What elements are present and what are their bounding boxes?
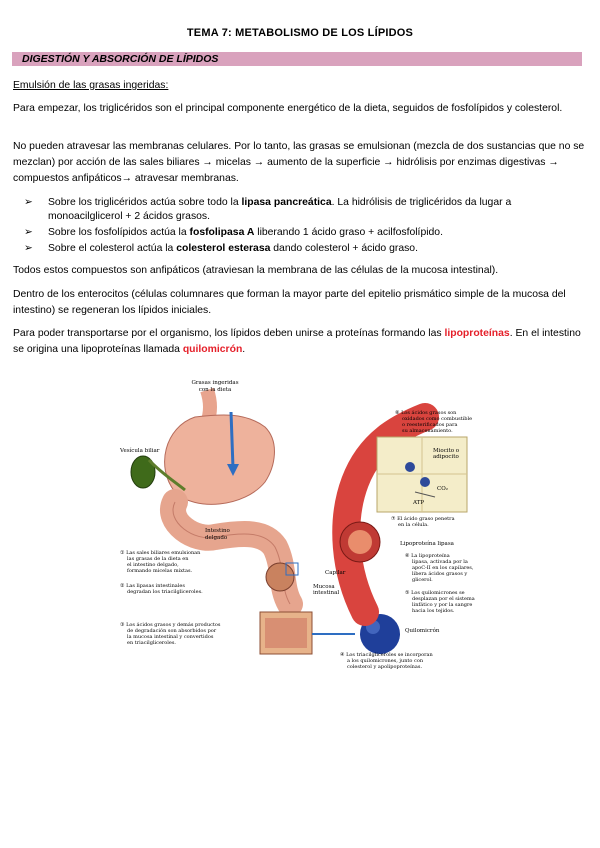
section-heading-text: DIGESTIÓN Y ABSORCIÓN DE LÍPIDOS	[22, 53, 219, 65]
arrow-bullet-icon: ➢	[24, 227, 33, 238]
fig-label-intestino-2: delgado	[205, 535, 228, 541]
fig-step-line: apoC-II en los capilares,	[412, 565, 474, 571]
fig-step-line: lipasa, activada por la	[412, 559, 468, 565]
fig-step-line: ⑥ La lipoproteína	[405, 553, 450, 559]
fig-label-vesicula: Vesícula biliar	[120, 448, 160, 454]
fig-step-1	[120, 550, 201, 574]
fig-label-mucosa: Mucosa	[313, 584, 335, 590]
bullet-text: . La hidrólisis de triglicéridos da lugar a monoacilglicerol + 2 ácidos grasos.	[48, 197, 512, 222]
bullet-bold: colesterol esterasa	[176, 243, 271, 254]
fig-step-line: oxidados como combustible	[402, 416, 473, 422]
section-heading	[12, 52, 582, 66]
fig-step-line: a los quilomicrones, junto con	[347, 658, 424, 664]
paragraph-4: Dentro de los enterocitos (células columnares que forman la mayor parte del epitelio prismático simple de la mucosa del intestino) se regeneran los lípidos iniciales.	[13, 289, 566, 316]
fig-step-7	[391, 515, 455, 528]
arrow-bullet-icon: ➢	[24, 243, 33, 254]
bullet-list	[24, 196, 584, 258]
fig-step-line: ④ Los triacilgliceroles se incorporan	[340, 652, 433, 658]
p5-text: Para poder transportarse por el organismo, los lípidos deben unirse a proteínas formando las	[13, 328, 445, 339]
fig-step-line: desplazan por el sistema	[412, 596, 475, 602]
fig-step-line: ② Las lipasas intestinales	[120, 583, 185, 589]
intestine-zoom	[266, 563, 294, 591]
fig-step-line: degradan los triacilgliceroles.	[127, 589, 203, 595]
fig-step-line: colesterol y apolipoproteínas.	[347, 664, 423, 670]
list-item	[24, 226, 584, 240]
fig-step-8	[395, 409, 472, 434]
fig-label-apoc: ApoC-II	[323, 614, 345, 620]
fig-step-3	[120, 621, 221, 646]
fig-step-line: ③ Los ácidos grasos y demás productos	[120, 622, 221, 628]
bullet-text: dando colesterol + ácido graso.	[270, 243, 418, 254]
fig-step-2	[120, 583, 203, 595]
fig-label-lpl: Lipoproteína lipasa	[400, 541, 454, 547]
fig-label-atp: ATP	[413, 500, 425, 506]
fig-step-line: ⑦ El ácido graso penetra	[391, 516, 455, 522]
fig-step-line: formando micelas mixtas.	[127, 568, 193, 574]
fig-step-4	[340, 652, 434, 670]
paragraph-5	[13, 326, 585, 358]
fig-label-co2: CO₂	[437, 486, 448, 492]
paragraph-3: Todos estos compuestos son anfipáticos (atraviesan la membrana de las células de la mucosa intestinal).	[13, 265, 499, 276]
fig-step-line: linfático y por la sangre	[412, 602, 473, 608]
dietary-fat-arrow	[231, 412, 233, 468]
fig-step-5	[405, 590, 475, 614]
fig-label-quilomicron: Quilomicrón	[405, 628, 440, 634]
fig-step-line: su almacenamiento.	[402, 428, 453, 434]
bullet-text: Sobre el colesterol actúa la	[48, 243, 177, 254]
fig-step-line: hacia los tejidos.	[412, 608, 455, 614]
bullet-text: liberando 1 ácido graso + acilfosfolípido.	[254, 227, 443, 238]
fig-label-grasas: Grasas ingeridas	[191, 380, 239, 386]
fig-step-line: ⑧ Los ácidos grasos son	[395, 410, 457, 416]
fig-step-line: ① Las sales biliares emulsionan	[120, 550, 201, 556]
fig-step-6	[405, 552, 474, 583]
list-item	[24, 242, 584, 256]
fig-step-line: o reesterificados para	[402, 422, 458, 428]
paragraph-2: No pueden atravesar las membranas celulares. Por lo tanto, las grasas se emulsionan (mezcla de dos sustancias que no se mezclan) por acción de las sales biliares → micelas → aumento de la superficie → hidrólisis por enzimas digestivas → compuestos anfipáticos→ atravesar membranas.	[13, 141, 585, 184]
fig-label-grasas-2: con la dieta	[198, 387, 232, 393]
fig-label-mucosa-2: intestinal	[313, 590, 340, 596]
list-item	[24, 196, 584, 224]
lipid-digestion-figure	[115, 372, 485, 672]
lipoproteinas-term: lipoproteínas	[444, 328, 510, 339]
fig-step-line: glicerol.	[412, 577, 433, 583]
bullet-text: Sobre los fosfolípidos actúa la	[48, 227, 190, 238]
fig-label-intestino: Intestino	[205, 528, 230, 534]
bullet-text: Sobre los triglicéridos actúa sobre todo la	[48, 197, 242, 208]
p5-text: . En el intestino se origina una lipoproteínas llamada	[13, 328, 581, 355]
fig-step-line: de degradación son absorbidos por	[127, 628, 217, 634]
fig-label-miocito-2: adipocito	[433, 454, 459, 460]
paragraph-1: Para empezar, los triglicéridos son el principal componente energético de la dieta, seguidos de fosfolípidos y colesterol.	[13, 103, 563, 114]
subheading: Emulsión de las grasas ingeridas:	[13, 80, 169, 91]
arrow-bullet-icon: ➢	[24, 197, 33, 208]
quilomicron-term: quilomicrón	[182, 344, 243, 355]
bullet-bold: lipasa pancreática	[241, 197, 332, 208]
fig-step-line: la mucosa intestinal y convertidos	[127, 634, 214, 640]
fig-step-line: las grasas de la dieta en	[127, 556, 189, 562]
fig-label-capilar: Capilar	[325, 570, 346, 576]
fig-step-line: en triacilgliceroles.	[127, 640, 177, 646]
fig-step-line: libera ácidos grasos y	[412, 571, 468, 577]
page-title: TEMA 7: METABOLISMO DE LOS LÍPIDOS	[186, 27, 414, 39]
bullet-bold: fosfolipasa A	[189, 227, 255, 238]
p5-text: .	[242, 344, 246, 355]
fig-step-line: en la célula.	[398, 522, 429, 528]
fig-step-line: el intestino delgado,	[127, 562, 179, 568]
fig-step-line: ⑤ Los quilomicrones se	[405, 590, 465, 596]
fig-label-miocito: Miocito o	[433, 448, 460, 454]
